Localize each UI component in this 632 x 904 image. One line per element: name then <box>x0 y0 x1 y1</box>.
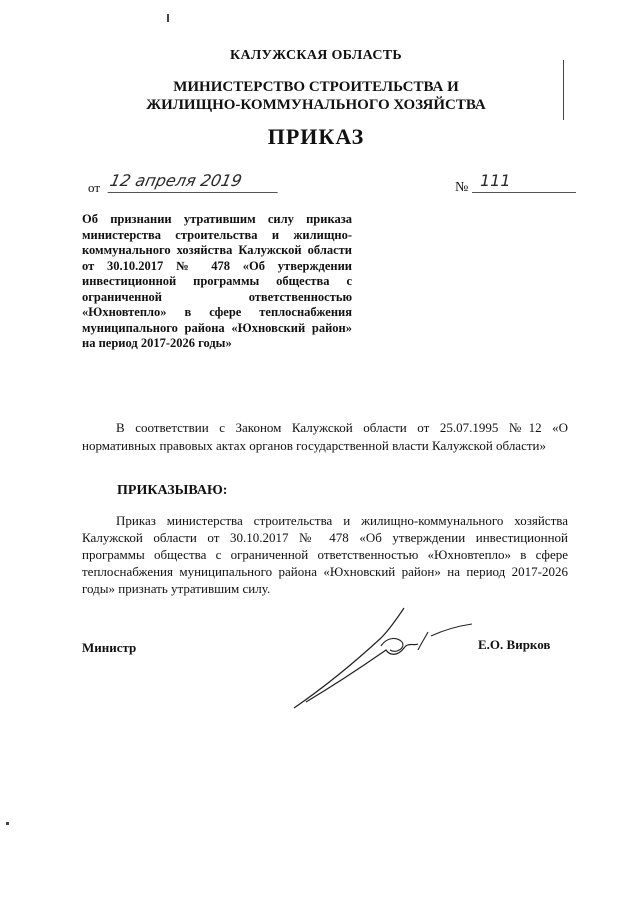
scan-artifact <box>6 822 9 825</box>
date-value-handwritten: 12 апреля 2019 <box>108 170 283 193</box>
order-body-paragraph: Приказ министерства строительства и жилищно-коммунального хозяйства Калужской области от 30.10.2017 № 478 «Об утверждении инвестиционной программы общества с ограниченной ответственностью «Юхновтепло» в сфере теплоснабжения муниципального района «Юхновский район» на период 2017-2026 годы» признать утратившим силу. <box>82 513 568 596</box>
signatory-name: Е.О. Вирков <box>478 637 551 652</box>
order-subject: Об признании утратившим силу приказа министерства строительства и жилищно-коммунального хозяйства Калужской области от 30.10.2017 № 478 «Об утверждении инвестиционной программы общества с ограниченной ответственностью «Юхновтепло» в сфере теплоснабжения муниципального района «Юхновский район» на период 2017-2026 годы» <box>82 212 352 350</box>
region-heading: КАЛУЖСКАЯ ОБЛАСТЬ <box>230 48 402 63</box>
ministry-line-1: МИНИСТЕРСТВО СТРОИТЕЛЬСТВА И <box>173 79 459 95</box>
scan-artifact <box>167 14 169 22</box>
legal-basis-paragraph: В соответствии с Законом Калужской области от 25.07.1995 №12 «О нормативных правовых актах органов государственной власти Калужской области» <box>82 420 568 453</box>
scan-artifact <box>563 60 564 120</box>
ministry-line-2: ЖИЛИЩНО-КОММУНАЛЬНОГО ХОЗЯЙСТВА <box>146 97 486 113</box>
signature-scribble <box>286 606 476 716</box>
number-value-handwritten: 111 <box>472 170 576 193</box>
number-label: № <box>455 180 469 195</box>
date-label: от <box>88 180 101 195</box>
ministry-heading <box>0 78 632 114</box>
signatory-title: Министр <box>82 640 137 655</box>
document-type-title: ПРИКАЗ <box>267 124 365 149</box>
order-keyword: ПРИКАЗЫВАЮ: <box>117 483 228 498</box>
